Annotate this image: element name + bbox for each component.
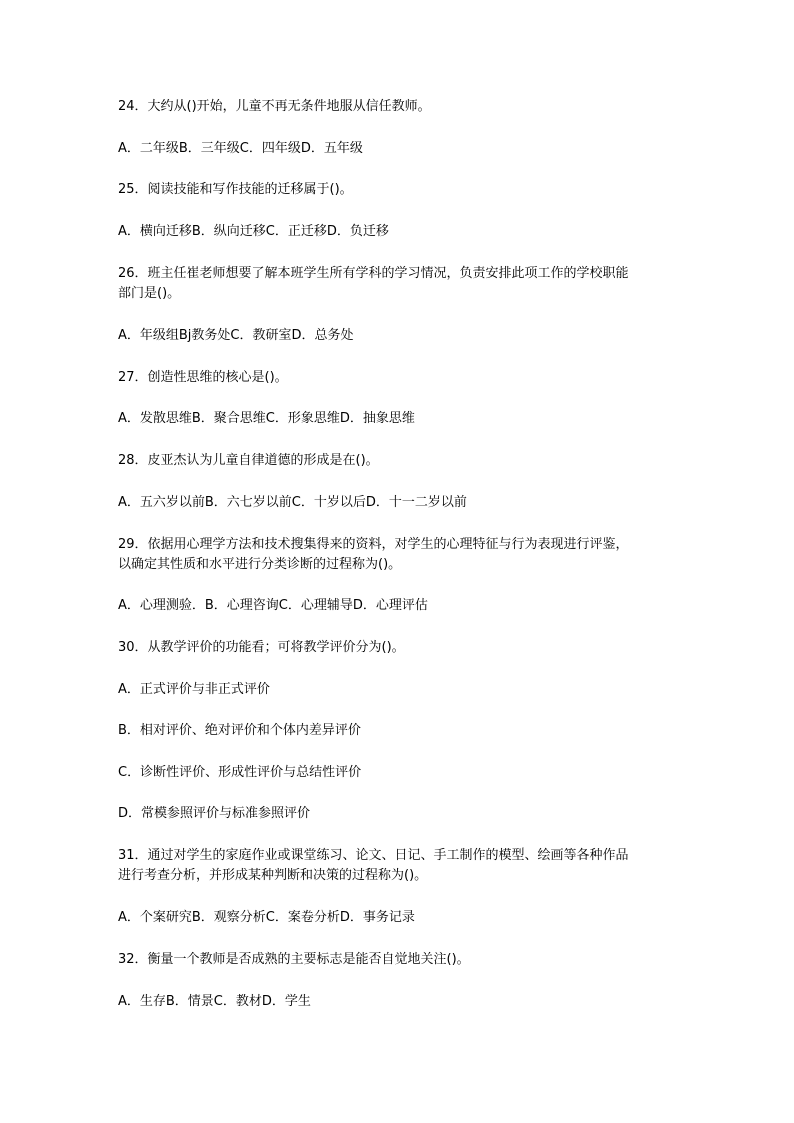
question-32-stem: 32．衡量一个教师是否成熟的主要标志是能否自觉地关注()。: [118, 952, 470, 967]
question-24-stem: 24．大约从()开始，儿童不再无条件地服从信任教师。: [118, 99, 431, 114]
question-26-stem: 26．班主任崔老师想要了解本班学生所有学科的学习情况，负责安排此项工作的学校职能: [118, 266, 629, 281]
question-29-stem: 29．依据用心理学方法和技术搜集得来的资料，对学生的心理特征与行为表现进行评鉴，: [118, 537, 629, 552]
question-30-option-d: D．常模参照评价与标准参照评价: [118, 806, 311, 821]
question-31-stem: 31．通过对学生的家庭作业或课堂练习、论文、日记、手工制作的模型、绘画等各种作品: [118, 848, 629, 863]
question-28-options: A．五六岁以前B．六七岁以前C．十岁以后D．十一二岁以前: [118, 495, 467, 510]
question-30-stem: 30．从教学评价的功能看；可将教学评价分为()。: [118, 640, 405, 655]
question-24-options: A．二年级B．三年级C．四年级D．五年级: [118, 141, 363, 156]
question-27-stem: 27．创造性思维的核心是()。: [118, 370, 288, 385]
question-26-stem-cont: 部门是()。: [118, 286, 181, 301]
question-32-options: A．生存B．情景C．教材D．学生: [118, 994, 311, 1009]
question-29-stem-cont: 以确定其性质和水平进行分类诊断的过程称为()。: [118, 557, 402, 572]
question-31-stem-cont: 进行考查分析，并形成某种判断和决策的过程称为()。: [118, 868, 428, 883]
question-25-options: A．横向迁移B．纵向迁移C．正迁移D．负迁移: [118, 224, 389, 239]
question-30-option-b: B．相对评价、绝对评价和个体内差异评价: [118, 723, 361, 738]
question-30-option-a: A．正式评价与非正式评价: [118, 682, 270, 697]
question-26-options: A．年级组Bj教务处C．教研室D．总务处: [118, 328, 354, 343]
question-27-options: A．发散思维B．聚合思维C．形象思维D．抽象思维: [118, 411, 415, 426]
question-28-stem: 28．皮亚杰认为儿童自律道德的形成是在()。: [118, 453, 379, 468]
question-31-options: A．个案研究B．观察分析C．案卷分析D．事务记录: [118, 910, 415, 925]
question-25-stem: 25．阅读技能和写作技能的迁移属于()。: [118, 182, 353, 197]
question-29-options: A．心理测验．B．心理咨询C．心理辅导D．心理评估: [118, 598, 428, 613]
question-30-option-c: C．诊断性评价、形成性评价与总结性评价: [118, 765, 362, 780]
